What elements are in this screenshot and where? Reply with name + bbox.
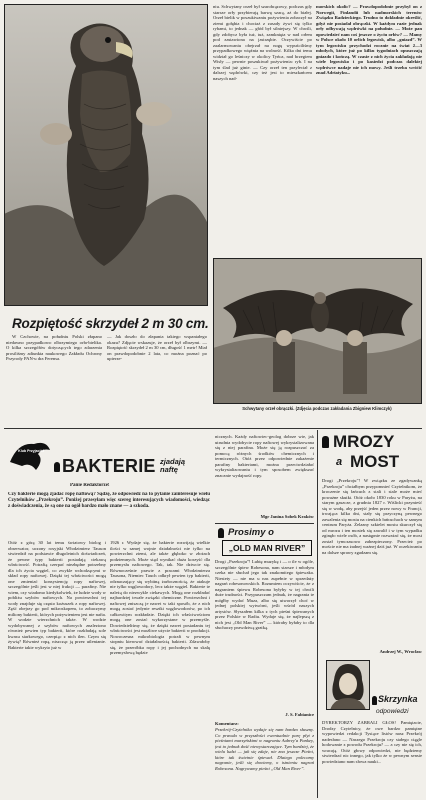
bacteria-intro: Czy bakterie mogą zjadać ropę naftową? Sądzę, że odpowiedź na to pytanie zainteresuje wielu Czytelników „Przekroju”. Poniżej przesyłam więc szereg interesujących wiadomości, wiedząc z doświadczenia, że są one na ogół bardzo mało znane — a szkoda. bbox=[8, 492, 210, 509]
eagle-headline: Rozpiętość skrzydeł 2 m 30 cm. bbox=[12, 316, 209, 331]
club-badge-text: Klub Przyjaciół bbox=[18, 449, 44, 453]
answer-box-title-icon bbox=[372, 696, 377, 705]
bridge-title-top: MROZY bbox=[333, 432, 395, 451]
river-divider bbox=[215, 523, 314, 524]
eagle-body-col3: niu. Schwytany orzeł był szarobrązowy, podczas gdy starsze orły przybierają barwę szarą, aż do białej. Orzeł bielik w poszukiwaniu pożywienia zobaczył na ziemi gołębia i chociaż z zasady żywi się tylko rybami, to jednak — głód był silniejszy. W chwili, gdy zdobycz była tuż, tuż, zamknięta w nad orłem pod zastawiona na jastrzębie. Oczywiście po zaalarmowaniu obejrzał na nogę wypuściliśmy przypadkowego więźnia na wolność. Kilka dni temu widział go leśniczy w okolicy Tyńca, nad brzegiem Wisły — pewnie poszukiwał pożywienia: ryb. I na tym ślad już ginie. — Czy orzeł ten przyleciał z dalszej wędrówki, czy też jest to mieszkańcem naszych nad- bbox=[213, 4, 312, 81]
bacteria-signature: Mgr Janina Sobek Kraków bbox=[260, 514, 314, 519]
eagle-photo-caption: Schwytany orzeł obrączki. (Zdjęcia podczas zakładania Zbigniew Klimczyk) bbox=[242, 406, 392, 411]
bacteria-subtitle: zjadają naftę bbox=[160, 457, 186, 474]
eagle-body-left: W Czchowie, na południu Polski złapano niedawno przypadkowo olbrzymiego orła-bielika. O kilka szczegółów dotyczących tego zdarzenia prosiliśmy adiunkta naukowego Zakładu Ochrony Przyrody PAN-u dra Ferensa. bbox=[6, 334, 102, 361]
woman-portrait-illustration bbox=[326, 660, 370, 710]
bacteria-col3: nicznych. Każdy naftowiec-geolog dobrze wie, jak utrudnia wydobycie ropy naftowej wykrystalizowana się z niej parafina. Może się ją rozpuszczać za pomocą różnych środków chemicznych i termicznych. Otóż przez odpowiednie zakażenie parafiny bakteriami, można przeciwdziałać wykrystalizowaniu i tym sposobem zwiększać znacznie wydajność ropy. bbox=[215, 434, 314, 478]
answer-box-body: DYREKTORZY ZABRALI GŁOS! Pamiętacie, Drodzy Czytelnicy, że owe bardzo pamiętne wypowiedzi redakcji Tysiące listów nasz Przekrój nadesłano — Naszego Przekroju czy stałego ciągle hodowanie z powodu Przekroju? — a czy nie się ich, wracają. Otóż głowy odpowiedzi, nie będziemy stwierdzać nic innego, jak tylko że w pewnym sensie powiedziano nam słowa nauki... bbox=[322, 720, 422, 764]
bridge-signature: Andrzej W., Wrocław bbox=[379, 649, 422, 654]
answer-box-portrait bbox=[326, 660, 370, 710]
eagle-body-mid: — Jak doszło do złapania takiego wspaniałego okazu? Zdjęcie wskazuje, że orzeł był olbrzymi. — Rozpiętość skrzydeł 2 m 30 cm, długość 1 metr! Miał on prawdopodobnie 2 lata, co można poznać po upierze- bbox=[107, 334, 207, 361]
answer-box-subtitle: odpowiedzi bbox=[376, 708, 409, 715]
bacteria-salutation: Panie Redaktorze! bbox=[70, 483, 110, 488]
section-divider bbox=[4, 428, 422, 429]
river-title-icon bbox=[218, 528, 224, 538]
answer-box-title: Skrzynka bbox=[378, 694, 418, 704]
river-title-box bbox=[222, 540, 312, 556]
eagle-photo-illustration bbox=[4, 4, 208, 306]
river-body: Drogi „Przekroju”! Lubię muzykę i — o ile w ogóle, szczególnie śpiew Robesona, nam starsze i młodym czeka nie słuchał jego tak znakomitego śpiewaka. Niestety — nie ma u nas zupełnie w sprzedaży nagrań robesonowskich. Rozumiem oczywiście, że z nagraniem śpiewu Robesona byłyby w tej chwili duże trudności. Przypuszczam jednak, że nagrania te mógłby wydać Muza, albo się utworzył choć w jednej polskiej wytwórni, jeśli wśród naszych artystów. Słyszałem kilka z tych pieśni śpiewanych przez Polskie w Radiu. Wydaje się, że najlepszą z nich jest „Old Man River” — któraby byłaby to dla słuchaczy prawdziwą gratką. bbox=[215, 559, 314, 630]
eagle-photo bbox=[4, 4, 208, 306]
bridge-title-a: a bbox=[336, 456, 343, 468]
club-badge bbox=[8, 436, 52, 476]
river-title: „OLD MAN RIVER” bbox=[228, 543, 306, 553]
eagle-wings-photo bbox=[213, 258, 422, 404]
column-divider bbox=[317, 430, 318, 798]
eagle-body-col4: morskich okolic? — Prawdopodobnie przybył on z Norwegii, Finlandii lub nadmorskich terenów Związku Radzieckiego. Trudno to dokładnie określić, gdyż nie posiadał obrączki. W każdym razie jednak orły odbywają wędrówki na południe. — Może pan opowiedzieć nam coś jeszcze o życiu orłów? — Mamy w Polsce około 10 orlich legowisk, albo „gniazd”. W tym legowisku przychodzi rocznie na świat 2—3 młodych, które już po kilku tygodniach opuszczają gniazdo i kończą. W czasie z nich życia zakładają nie wiele legowisko i po kasiedzi podczas dalekiej wędrówce nadaje nie ich mowy. Jeśli trzeba wróćić znad Adriatyku... bbox=[316, 4, 422, 75]
bacteria-col1: Otóż z górą 30 lat temu światowy biolog i obserwator, uczony rosyjski Włodzimierz Tauson stwierdził na podstawie długoletnich doświadczeń, że pewne typy bakterii posiadają ciekawą właściwość. Potrafią czerpać niezbędne potrzebny dla ich życia węgiel, co zwykle wchodzącymi w skład ropy naftowej. Dzięki tej właściwości mogą one zmieniać konsystencję ropy naftowej, szczególnie jeśli jest w niej frakcji — parafiny. Nie wiem, czy wiadomo kiedykolwiek, że ludzie wody w pobliżu szybów naftowych. Na powierzchni tej wody znajduje się często kożuszek z ropy naftowej. Zęść obejrzy go pod mikroskopem, to zobaczymy miliony bakterii, których pożywieniem jest nie nafta. W wodzie wierzchnich także. W wodzie wydobywanej z szybów naftowych znaleziono również pewien typ bakterii, które rozkładają sole kwasu siarkowego, czerpiąc z nich tlen. Czym się żywią? Również ropą, niszcząc ją przez utlenianie. Bakterie takie wykryto już w bbox=[8, 540, 106, 650]
bird-logo-icon bbox=[8, 436, 52, 476]
bridge-title-bottom: MOST bbox=[350, 452, 400, 471]
river-prefix: Prosimy o bbox=[228, 527, 274, 538]
river-comment: Przekrój-Czytelnika wydaje się nam bardzo słuszny. Co prawda w przyszłości ewentualnie parę płyt z pieśniami murzyńskimi w nagraniu Aubrey'a Pankey, jest to jednak dość niewystarczające. Tym bardziej, że wielu ludzi — jak się zdaje, nie zna jeszcze Pieśni, które tak świetnie śpiewał. Dlatego polecamy nagranie, jeśli się dowiemy, o istnieniu nagrań Robesona. Nagrywamy pieśni „Old Man River”. bbox=[215, 727, 314, 771]
bacteria-title: BAKTERIE bbox=[62, 456, 156, 476]
eagle-wings-illustration bbox=[213, 258, 422, 404]
bacteria-col2: 1926 r. Wydaje się, że bakterie rozwijają wielkie ilości w samej wojnie działalności nie tylko na powierzchni ziemi, ale także głęboko w złożach podziemnych. Może stąd wynikać duża korzyść dla przemysłu naftowego. Tak, tak. Nie dziwcie się. Równocześnie prawie z pracami Włodzimierza Tausona, Niemiec Tauch odkrył pewien typ bakterii, odznaczający się wybitną żarłocznością, że atakuje nie tylko węglowodory, lecz także węgiel. Bakterie te należą do niezwykle ciekawych. Mogą one rozkładać najbardziej trwałe związki chemiczne. Powierzchni i naftowej zniszczą je nawet w taki sposób, że z nich mogą zostać jedynie resztki węglowodorów, po ich całkowitym rozkładzie. Dzięki ich właściwościom mogą one zostać wykorzystane w przemyśle. Dowiedzieliśmy się, że dzięki nawet posiadaniu tej właściwości jest możliwe użycie bakterii w produkcji. Nowoczesna mikrobiologia potrafi w pewnym stopniu kierować działalnością bakterii. Zdawałoby się, że przeróbka ropy i jej pochodnych na skalę przemysłową będzie bbox=[110, 540, 210, 655]
bridge-title-icon bbox=[322, 436, 329, 448]
river-comment-label: Komentarz: bbox=[215, 721, 239, 726]
river-signature: J. S. Fabianice bbox=[285, 712, 314, 717]
bridge-body: Drogi „Przekroju”! W związku ze zgadywanką „Przekroju” chciałbym przypomnieć Czytelnikom, że kroczenie się łańcuch z stali i stale może mieć poważne skutki. Otóż około 1830 roku w Paryżu, na starym gaszcze, z grudnia 1827 r. Wiślicki przynieść się w wodę, aby przejść jeden przez nowy w Francji, trwająca kilka dni, stały się przyczyną pewnego zawalenia się mostu na cienkich łańcuchach w samym centrum Paryża. Żelazny szkielet mostu skurczył się od mrozu i ten mostek się zawalił i w tym wypadku zginęło wiele osób, a następnie rozważać się, że most został tymczasowo zabezpieczony. Przecież po moście nie ma żadnej ważnej dziś już. W oczekiwaniu na dalsze sprawy zgadzam się. bbox=[322, 478, 422, 555]
bacteria-title-icon bbox=[54, 462, 60, 472]
